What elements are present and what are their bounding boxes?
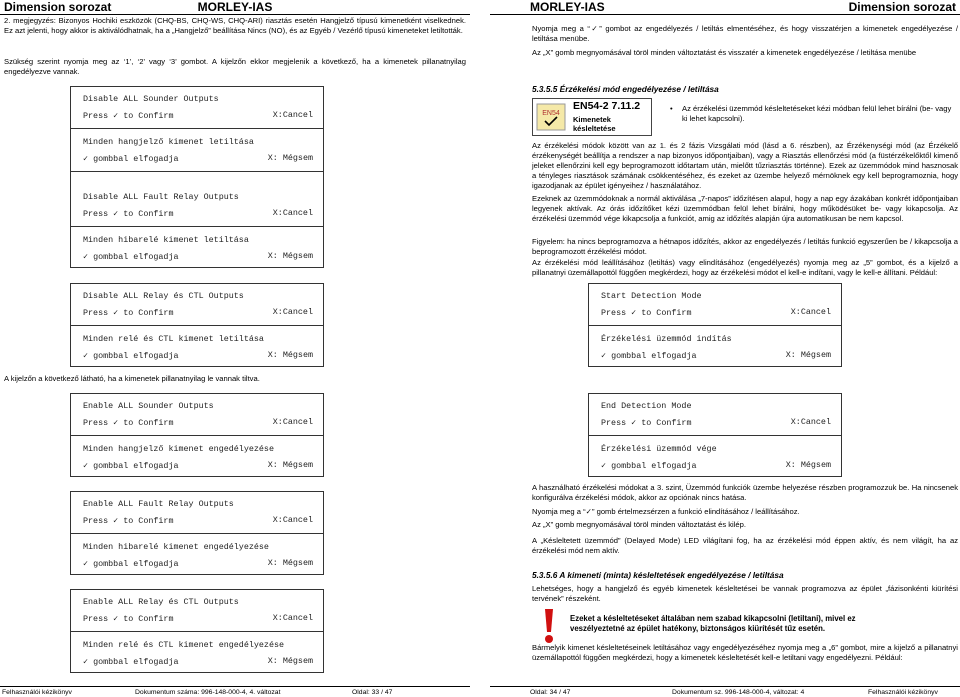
brand-title: MORLEY-IAS: [197, 0, 273, 14]
delay-warning-text: Ezeket a késleltetéseket általában nem szabad kikapcsolni (letiltani), mivel ez veszélyeztetné az épület hatékony, biztonságos kiürítését tűz esetén.: [570, 614, 856, 633]
lcd-back-text: X: Mégsem: [267, 350, 313, 360]
lcd-confirm-line: [83, 417, 313, 428]
lcd-divider: [71, 226, 323, 227]
bullet-icon: •: [670, 104, 673, 113]
press-x-paragraph: Az „X” gomb megnyomásával töröl minden változtatást és kilép.: [532, 520, 746, 529]
lcd-back-text: X: Mégsem: [267, 251, 313, 261]
lcd-accept-text: ✓ gombbal elfogadja: [83, 461, 179, 471]
configured-modes-paragraph: A használható érzékelési módokat a 3. szint, Üzemmód funkciók üzembe helyezése részben programozzuk be. Ha nincsenek konfigurálva érzékelési módok, akkor az opciónak nincs hatása.: [532, 483, 958, 502]
lcd-divider: [71, 171, 323, 172]
key-6-paragraph: Bármelyik kimenet késleltetéseinek letiltásához vagy engedélyezéséhez nyomja meg a „6” gombot, mire a kijelző a pillanatnyi üzemállapottól függően megkérdezi, hogy a kimenetek késleltetését kell-e letiltani vagy engedélyezni. Például:: [532, 643, 958, 662]
lcd-screen-disable-group: [70, 86, 324, 268]
lcd-accept-text: ✓ gombbal elfogadja: [83, 351, 179, 361]
lcd-line-hu: Minden hangjelző kimenet engedélyezése: [83, 444, 274, 454]
detection-modes-paragraph: Az érzékelési módok között van az 1. és 2 fázis Vizsgálati mód (lásd a 6. részben), az Érzékenységi mód (az Érzékelő érzékenységét beállítja a rendszer a nap bizonyos időpontjaiban), vagy a Riasztás ellenőrzési mód (a füstérzékelőktől kimenő jeleket ellenőrzini kell egy beprogramozott időtartam után, mielőtt tűzriasztás történne). Ezek az üzemmódok mind hasznosak a tényleges riasztások számának csökkentéséhez, és ezeket az üzembe helyező mérnöknek egy kell beprogramoznia, hogy igazodjanak az épület igényeihez / használatához.: [532, 141, 958, 190]
lcd-confirm-text: Press ✓ to Confirm: [83, 209, 174, 219]
key-5-paragraph: Az érzékelési mód leállításához (letiltás) vagy elindításához (engedélyezés) nyomja meg az „5” gombot, és a kijelző a pillanatnyi üzemállapottól függően megkérdezi, hogy az érzékelési módot el kell-e indítani, vagy le kell-e állítani. Például:: [532, 258, 958, 277]
lcd-line-en: End Detection Mode: [601, 401, 692, 411]
lcd-accept-text: ✓ gombbal elfogadja: [83, 252, 179, 262]
right-page-header: [490, 0, 960, 15]
save-paragraph: Nyomja meg a “✓” gombot az engedélyezés / letiltás elmentéséhez, és hogy visszatérjen a kimenetek engedélyezése / letiltása menübe.: [532, 24, 958, 43]
lcd-line-hu: Érzékelési üzemmód vége: [601, 444, 717, 454]
lcd-cancel-text: X:Cancel: [790, 417, 831, 427]
lcd-accept-text: ✓ gombbal elfogadja: [601, 351, 697, 361]
press-tick-paragraph: Nyomja meg a “✓” gomb értelmezsérzen a funkció elindításához / leállításához.: [532, 507, 800, 516]
seven-day-paragraph: Ezeknek az üzemmódoknak a normál aktiválása „7-napos” időzítésen alapul, hogy a nap egy ázakában konkrét időpontjaiban legyenek aktívak. Az órás időzítőket kézi üzemmódban felül lehet bírálni, hogy működésüket be- vagy kikapcsolja. Az érzékelési üzemmód vége kikapcsolja a funkciót, amig az időzítés alapján újra automatikusan be nem kapcsol.: [532, 194, 958, 223]
en54-icon-label: EN54: [542, 110, 560, 117]
right-page-footer: [490, 686, 960, 696]
lcd-divider: [71, 435, 323, 436]
lcd-confirm-line: [83, 307, 313, 318]
lcd-divider: [71, 631, 323, 632]
section-heading-5-3-5-6: 5.3.5.6 A kimeneti (minta) késleltetések engedélyezése / letiltása: [532, 570, 784, 580]
section-heading-5-3-5-5: 5.3.5.5 Érzékelési mód engedélyezése / letiltása: [532, 84, 719, 94]
warning-paragraph: Figyelem: ha nincs beprogramozva a hétnapos időzítés, akkor az engedélyezés / letiltás funkció egyszerűen be / kikapcsolja a beprogramozott érzékelési módot.: [532, 237, 958, 256]
lcd-confirm-text: Press ✓ to Confirm: [83, 614, 174, 624]
lcd-confirm-line: [601, 417, 831, 428]
lcd-screen-relay-disable: [70, 283, 324, 367]
lcd-back-text: X: Mégsem: [267, 153, 313, 163]
en54-caption-line1: Kimenetek: [573, 115, 611, 124]
footer-docnum: Dokumentum sz. 996-148-000-4, változat: 4: [672, 689, 805, 696]
lcd-back-text: X: Mégsem: [785, 460, 831, 470]
lcd-line-en: Disable ALL Fault Relay Outputs: [83, 192, 239, 202]
lcd-confirm-line: [83, 613, 313, 624]
lcd-accept-line: [83, 251, 313, 262]
lcd-cancel-text: X:Cancel: [790, 307, 831, 317]
override-bullet-text: Az érzékelési üzemmód késleltetéseket kézi módban felül lehet bírálni (be- vagy ki lehet kapcsolni).: [682, 104, 952, 123]
lcd-line-en: Disable ALL Sounder Outputs: [83, 94, 219, 104]
lcd-confirm-text: Press ✓ to Confirm: [83, 111, 174, 121]
lcd-divider: [589, 325, 841, 326]
footer-manual: Felhasználói kézikönyv: [868, 689, 938, 696]
intro-paragraph: Szükség szerint nyomja meg az ‘1’, ‘2’ vagy ‘3’ gombot. A kijelzőn ekkor megjelenik a következő, ha a kimenetek pillanatnyilag engedélyezve vannak.: [4, 57, 466, 76]
lcd-cancel-text: X:Cancel: [272, 613, 313, 623]
disabled-outputs-paragraph: A kijelzőn a következő látható, ha a kimenetek pillanatnyilag le vannak tiltva.: [4, 374, 260, 383]
lcd-cancel-text: X:Cancel: [272, 110, 313, 120]
note-2: 2. megjegyzés: Bizonyos Hochiki eszközök (CHQ-BS, CHQ-WS, CHQ-ARI) riasztás esetén Hangjelző típusú kimenetként viselkednek. Ez azt jelenti, hogy akkor is aktiválódhatnak, ha a „Hangjelző” beállítása Nincs (NO), és az Egyéb / Vezérlő típusú kimeneteket letiltották.: [4, 16, 466, 35]
lcd-accept-line: [601, 350, 831, 361]
lcd-line-hu: Minden relé és CTL kimenet letiltása: [83, 334, 264, 344]
lcd-accept-text: ✓ gombbal elfogadja: [83, 559, 179, 569]
output-delays-paragraph: Lehetséges, hogy a hangjelző és egyéb kimenetek késleltetései be vannak programozva az épület „fázisonkénti kiürítési tervének” részeként.: [532, 584, 958, 603]
lcd-accept-line: [83, 350, 313, 361]
lcd-accept-line: [83, 460, 313, 471]
footer-page: Oldal: 34 / 47: [530, 689, 571, 696]
lcd-line-en: Enable ALL Relay és CTL Outputs: [83, 597, 239, 607]
lcd-line-hu: Minden hibarelé kimenet engedélyezése: [83, 542, 269, 552]
lcd-confirm-text: Press ✓ to Confirm: [601, 308, 692, 318]
lcd-line-en: Disable ALL Relay és CTL Outputs: [83, 291, 244, 301]
lcd-divider: [71, 533, 323, 534]
lcd-accept-line: [601, 460, 831, 471]
lcd-back-text: X: Mégsem: [785, 350, 831, 360]
lcd-accept-line: [83, 656, 313, 667]
lcd-confirm-text: Press ✓ to Confirm: [83, 308, 174, 318]
lcd-line-hu: Érzékelési üzemmód indítás: [601, 334, 732, 344]
en54-badge: [532, 98, 652, 136]
lcd-divider: [589, 435, 841, 436]
lcd-accept-text: ✓ gombbal elfogadja: [83, 154, 179, 164]
footer-page: Oldal: 33 / 47: [352, 689, 393, 696]
lcd-screen-sounder-enable: [70, 393, 324, 477]
footer-manual: Felhasználói kézikönyv: [2, 689, 72, 696]
lcd-divider: [71, 325, 323, 326]
en54-icon: [536, 103, 566, 131]
right-page: [490, 0, 960, 697]
lcd-line-en: Enable ALL Sounder Outputs: [83, 401, 214, 411]
lcd-confirm-line: [601, 307, 831, 318]
lcd-accept-line: [83, 153, 313, 164]
lcd-back-text: X: Mégsem: [267, 460, 313, 470]
series-title: Dimension sorozat: [848, 0, 956, 14]
en54-caption-line2: késleltetése: [573, 124, 616, 133]
cancel-paragraph: Az „X” gomb megnyomásával töröl minden változtatást és visszatér a kimenetek engedélyezése / letiltása menübe: [532, 48, 917, 57]
lcd-cancel-text: X:Cancel: [272, 417, 313, 427]
lcd-screen-fault-enable: [70, 491, 324, 575]
lcd-confirm-text: Press ✓ to Confirm: [83, 418, 174, 428]
lcd-cancel-text: X:Cancel: [272, 515, 313, 525]
left-page-header: [0, 0, 470, 15]
en54-caption: [573, 115, 616, 133]
lcd-divider: [71, 128, 323, 129]
lcd-accept-text: ✓ gombbal elfogadja: [601, 461, 697, 471]
lcd-line-en: Start Detection Mode: [601, 291, 702, 301]
lcd-line-hu: Minden hibarelé kimenet letiltása: [83, 235, 249, 245]
warning-exclamation-icon: [538, 608, 560, 644]
lcd-confirm-line: [83, 208, 313, 219]
lcd-accept-text: ✓ gombbal elfogadja: [83, 657, 179, 667]
lcd-line-hu: Minden relé és CTL kimenet engedélyezése: [83, 640, 285, 650]
lcd-screen-start-detection: [588, 283, 842, 367]
lcd-line-hu: Minden hangjelző kimenet letiltása: [83, 137, 254, 147]
left-page: [0, 0, 470, 697]
lcd-confirm-line: [83, 110, 313, 121]
en54-reference: EN54-2 7.11.2: [573, 100, 641, 112]
series-title: Dimension sorozat: [4, 0, 112, 14]
lcd-accept-line: [83, 558, 313, 569]
lcd-cancel-text: X:Cancel: [272, 307, 313, 317]
footer-docnum: Dokumentum száma: 996-148-000-4, 4. változat: [135, 689, 281, 696]
lcd-back-text: X: Mégsem: [267, 656, 313, 666]
lcd-line-en: Enable ALL Fault Relay Outputs: [83, 499, 234, 509]
delayed-led-paragraph: A „Késleltetett üzemmód” (Delayed Mode) LED világítani fog, ha az érzékelési mód éppen aktív, és nem világít, ha az érzékelési mód nem aktív.: [532, 536, 958, 555]
lcd-cancel-text: X:Cancel: [272, 208, 313, 218]
brand-title: MORLEY-IAS: [530, 0, 605, 14]
lcd-screen-end-detection: [588, 393, 842, 477]
lcd-confirm-text: Press ✓ to Confirm: [83, 516, 174, 526]
lcd-back-text: X: Mégsem: [267, 558, 313, 568]
lcd-confirm-text: Press ✓ to Confirm: [601, 418, 692, 428]
lcd-screen-relay-enable: [70, 589, 324, 673]
left-page-footer: [0, 686, 470, 696]
lcd-confirm-line: [83, 515, 313, 526]
